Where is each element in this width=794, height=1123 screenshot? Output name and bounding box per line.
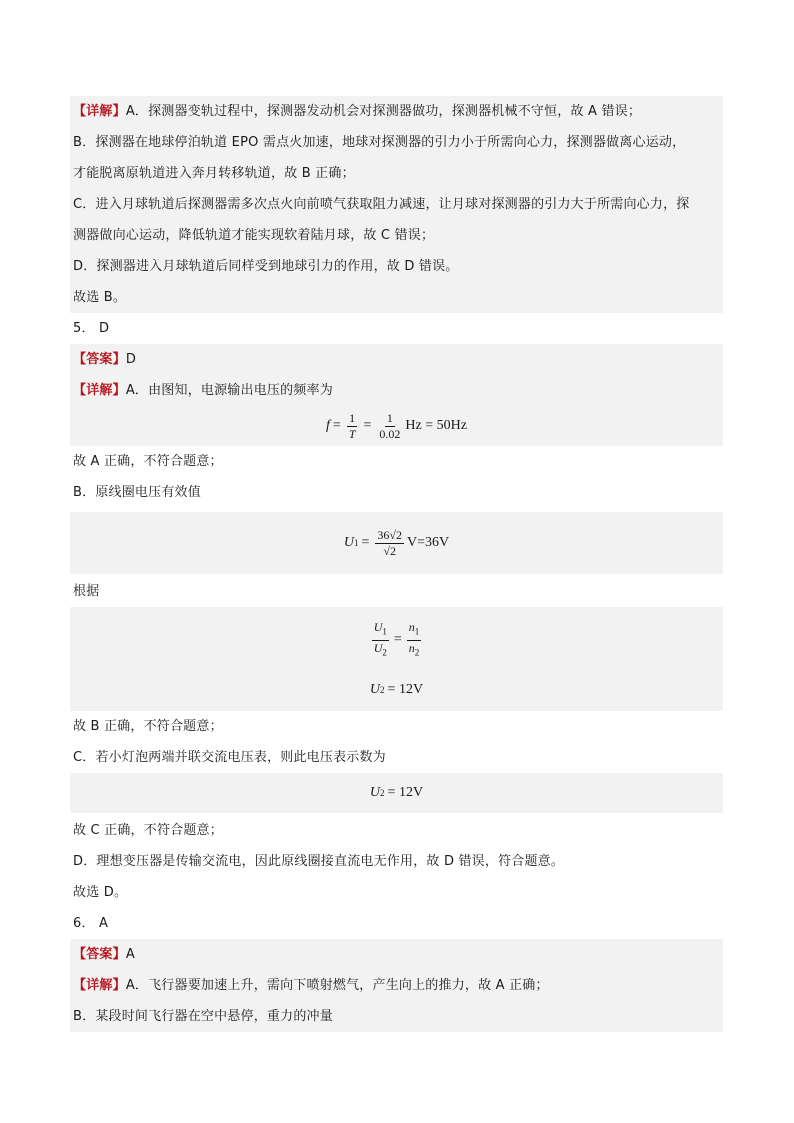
denominator: 0.02 <box>379 426 401 441</box>
text-line: 故 C 正确，不符合题意； <box>73 823 223 838</box>
text-line: B．原线圈电压有效值 <box>73 485 201 500</box>
eq-sign: = <box>393 632 402 647</box>
equation-u1 <box>70 512 723 574</box>
fraction <box>372 620 389 660</box>
eq-rhs: = 12V <box>387 785 424 800</box>
text-line: B．某段时间飞行器在空中悬停，重力的冲量 <box>70 1001 723 1032</box>
line-text: A．探测器变轨过程中，探测器发动机会对探测器做功，探测器机械不守恒，故 A 错误； <box>125 104 642 119</box>
eq-sign: = <box>332 418 341 433</box>
answer-tag: 【答案】 <box>73 352 126 367</box>
text-line: 根据 <box>73 584 100 599</box>
numerator: 1 <box>349 410 356 425</box>
answer-line <box>70 939 723 970</box>
text-line: C．进入月球轨道后探测器需多次点火向前喷气获取阻力减速，让月球对探测器的引力大于所需向心力，探 <box>70 189 723 220</box>
text-line: 故 B 正确，不符合题意； <box>73 719 223 734</box>
fraction <box>407 620 422 660</box>
detail-tag: 【详解】 <box>73 104 126 119</box>
numerator: 36√2 <box>377 527 402 542</box>
answer-value: A <box>125 947 135 962</box>
equation-block-ratio <box>70 607 723 711</box>
eq-subscript: 2 <box>380 685 385 695</box>
eq-symbol: U <box>369 682 381 697</box>
text-line: D．理想变压器是传输交流电，因此原线圈接直流电无作用，故 D 错误，符合题意。 <box>73 854 565 869</box>
denominator: T <box>348 426 356 441</box>
eq-sign: = <box>363 418 372 433</box>
text-line: 故选 D。 <box>73 885 128 900</box>
eq-symbol: U <box>343 535 354 550</box>
eq-symbol: U <box>369 785 381 800</box>
question-number: 5． D <box>73 321 110 336</box>
text-line: 测器做向心运动，降低轨道才能实现软着陆月球，故 C 错误； <box>70 220 723 251</box>
text-line <box>70 96 723 127</box>
denominator: $U_2$ <box>373 640 387 657</box>
eq-symbol: f <box>326 418 330 433</box>
text-line: 故选 B。 <box>70 282 723 313</box>
eq-subscript: 2 <box>380 788 385 798</box>
detail-line <box>70 970 723 1001</box>
numerator: $n_1$ <box>407 620 422 640</box>
answer-line <box>70 344 723 375</box>
eq-sign: = <box>361 535 370 550</box>
equation-frequency <box>70 406 723 446</box>
eq-rhs: Hz = 50Hz <box>405 418 467 433</box>
question-number: 6． A <box>73 916 109 931</box>
eq-subscript: 1 <box>354 538 359 548</box>
fraction <box>375 528 404 559</box>
text-line: C．若小灯泡两端并联交流电压表，则此电压表示数为 <box>73 750 386 765</box>
detail-line <box>70 375 723 406</box>
text-line: D．探测器进入月球轨道后同样受到地球引力的作用，故 D 错误。 <box>70 251 723 282</box>
line-text: A．由图知，电源输出电压的频率为 <box>125 383 333 398</box>
equation-ratio <box>70 617 723 663</box>
numerator: $U_1$ <box>372 620 389 640</box>
fraction <box>377 411 402 442</box>
eq-rhs: = 12V <box>387 682 424 697</box>
answer-value: D <box>125 352 137 367</box>
equation-u2-voltmeter <box>70 773 723 813</box>
fraction <box>347 411 358 442</box>
denominator: √2 <box>383 543 396 558</box>
text-line: B．探测器在地球停泊轨道 EPO 需点火加速，地球对探测器的引力小于所需向心力，探测器做离心运动， <box>70 127 723 158</box>
text-line: 才能脱离原轨道进入奔月转移轨道，故 B 正确； <box>70 158 723 189</box>
numerator: 1 <box>386 410 393 425</box>
detail-tag: 【详解】 <box>73 978 126 993</box>
eq-rhs: V=36V <box>407 535 450 550</box>
answer-tag: 【答案】 <box>73 947 126 962</box>
detail-tag: 【详解】 <box>73 383 126 398</box>
document-body <box>70 96 723 1032</box>
equation-u2 <box>70 677 723 703</box>
denominator: $n_2$ <box>408 640 420 657</box>
line-text: A．飞行器要加速上升，需向下喷射燃气，产生向上的推力，故 A 正确； <box>125 978 549 993</box>
text-line: 故 A 正确，不符合题意； <box>73 454 223 469</box>
